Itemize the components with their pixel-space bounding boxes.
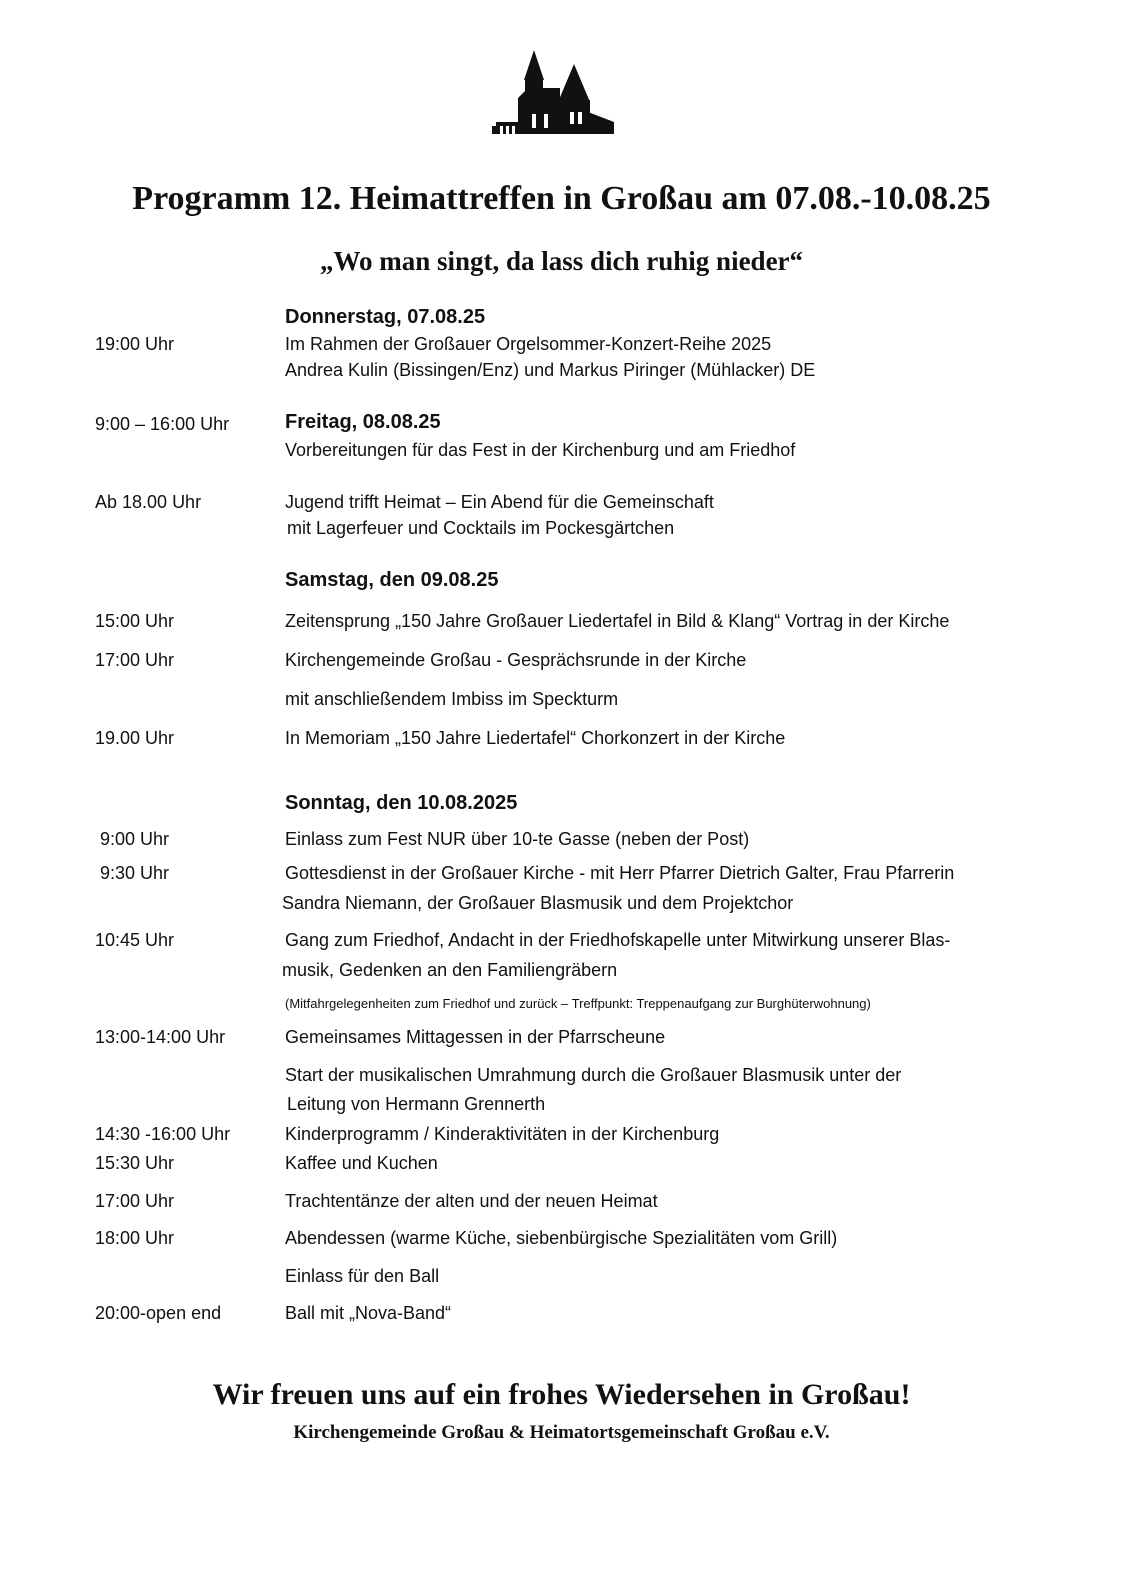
event-text: Gemeinsames Mittagessen in der Pfarrscheune bbox=[285, 1027, 666, 1047]
event-text: Ball mit „Nova-Band“ bbox=[285, 1303, 452, 1323]
event-text: Vorbereitungen für das Fest in der Kirchenburg und am Friedhof bbox=[285, 440, 796, 460]
event-text: Zeitensprung „150 Jahre Großauer Liedertafel in Bild & Klang“ Vortrag in der Kirche bbox=[285, 611, 950, 631]
event-text: Einlass für den Ball bbox=[285, 1266, 440, 1286]
event-note: (Mitfahrgelegenheiten zum Friedhof und zurück – Treffpunkt: Treppenaufgang zur Burghüterwohnung) bbox=[285, 996, 871, 1011]
event-time: 17:00 Uhr bbox=[95, 1191, 175, 1211]
event-text: Gottesdienst in der Großauer Kirche - mit Herr Pfarrer Dietrich Galter, Frau Pfarrerin bbox=[285, 863, 955, 883]
event-time: 14:30 -16:00 Uhr bbox=[95, 1124, 231, 1144]
day-heading-friday: Freitag, 08.08.25 bbox=[285, 411, 441, 433]
event-text: Abendessen (warme Küche, siebenbürgische Spezialitäten vom Grill) bbox=[285, 1228, 838, 1248]
day-heading-thursday: Donnerstag, 07.08.25 bbox=[285, 306, 486, 328]
event-text: Kinderprogramm / Kinderaktivitäten in der Kirchenburg bbox=[285, 1124, 720, 1144]
event-time: 9:00 Uhr bbox=[100, 829, 170, 849]
church-castle-silhouette-icon bbox=[488, 42, 628, 142]
day-heading-sunday: Sonntag, den 10.08.2025 bbox=[285, 792, 518, 814]
event-time: 17:00 Uhr bbox=[95, 650, 175, 670]
event-time: Ab 18.00 Uhr bbox=[95, 492, 202, 512]
event-time: 15:00 Uhr bbox=[95, 611, 175, 631]
event-text: Andrea Kulin (Bissingen/Enz) und Markus Piringer (Mühlacker) DE bbox=[285, 360, 816, 380]
motto: „Wo man singt, da lass dich ruhig nieder“ bbox=[319, 246, 804, 276]
event-text: Sandra Niemann, der Großauer Blasmusik und dem Projektchor bbox=[282, 893, 794, 913]
event-text: Leitung von Hermann Grennerth bbox=[287, 1094, 546, 1114]
event-text: Im Rahmen der Großauer Orgelsommer-Konzert-Reihe 2025 bbox=[285, 334, 772, 354]
event-text: Einlass zum Fest NUR über 10-te Gasse (neben der Post) bbox=[285, 829, 750, 849]
closing-line: Wir freuen uns auf ein frohes Wiedersehen in Großau! bbox=[212, 1378, 911, 1411]
event-text: mit Lagerfeuer und Cocktails im Pockesgärtchen bbox=[287, 518, 675, 538]
event-time: 20:00-open end bbox=[95, 1303, 222, 1323]
event-text: mit anschließendem Imbiss im Speckturm bbox=[285, 689, 619, 709]
event-time: 19:00 Uhr bbox=[95, 334, 175, 354]
event-text: Trachtentänze der alten und der neuen Heimat bbox=[285, 1191, 658, 1211]
event-text: Kirchengemeinde Großau - Gesprächsrunde in der Kirche bbox=[285, 650, 747, 670]
organizers-line: Kirchengemeinde Großau & Heimatortsgemeinschaft Großau e.V. bbox=[293, 1422, 830, 1443]
event-text: Start der musikalischen Umrahmung durch die Großauer Blasmusik unter der bbox=[285, 1065, 902, 1085]
event-text: musik, Gedenken an den Familiengräbern bbox=[282, 960, 618, 980]
event-text: Gang zum Friedhof, Andacht in der Friedhofskapelle unter Mitwirkung unserer Blas- bbox=[285, 930, 951, 950]
event-text: Kaffee und Kuchen bbox=[285, 1153, 438, 1173]
event-time: 9:00 – 16:00 Uhr bbox=[95, 414, 230, 434]
event-time: 13:00-14:00 Uhr bbox=[95, 1027, 226, 1047]
event-time: 9:30 Uhr bbox=[100, 863, 170, 883]
day-heading-saturday: Samstag, den 09.08.25 bbox=[285, 569, 499, 591]
event-text: In Memoriam „150 Jahre Liedertafel“ Chorkonzert in der Kirche bbox=[285, 728, 786, 748]
event-time: 15:30 Uhr bbox=[95, 1153, 175, 1173]
page-title: Programm 12. Heimattreffen in Großau am 07.08.-10.08.25 bbox=[132, 180, 991, 217]
event-time: 18:00 Uhr bbox=[95, 1228, 175, 1248]
event-time: 10:45 Uhr bbox=[95, 930, 175, 950]
event-text: Jugend trifft Heimat – Ein Abend für die Gemeinschaft bbox=[285, 492, 714, 512]
event-time: 19.00 Uhr bbox=[95, 728, 175, 748]
